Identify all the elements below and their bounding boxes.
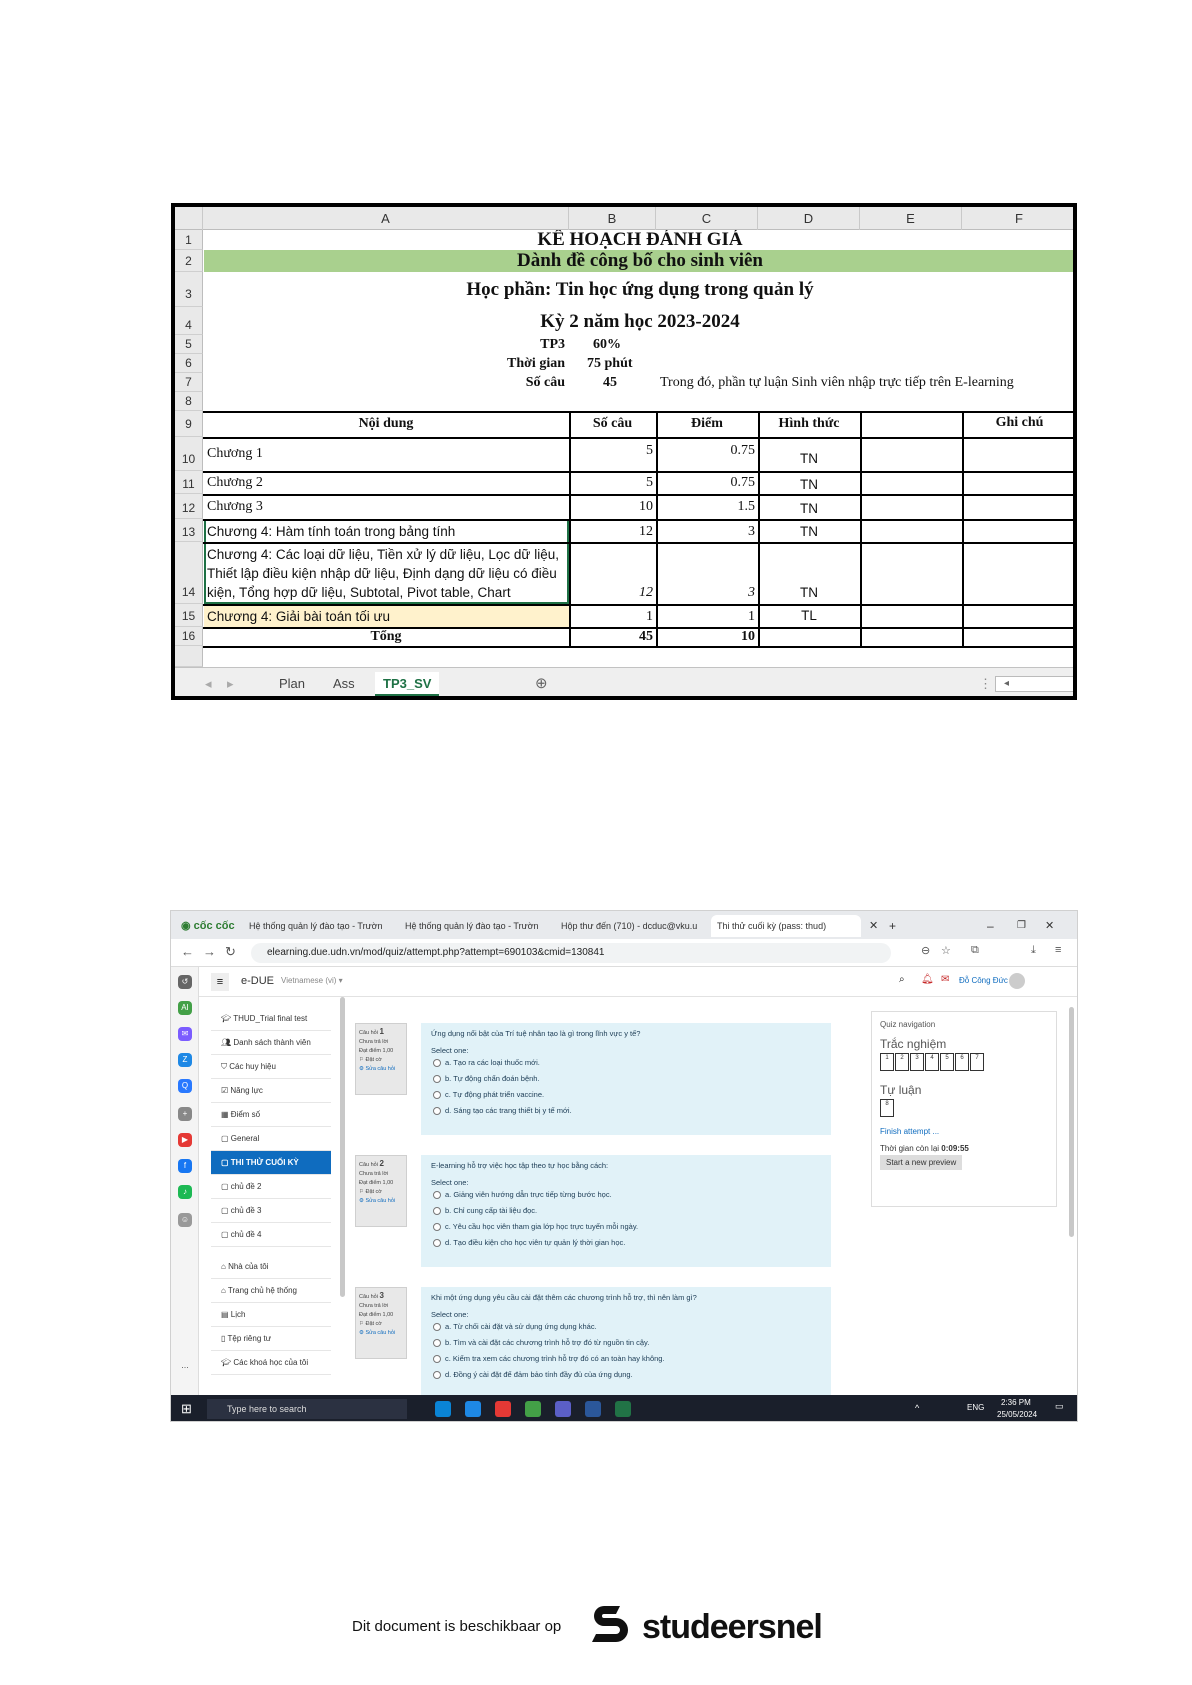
address-bar-row: [171, 939, 1077, 967]
row-header[interactable]: 12: [175, 494, 203, 519]
close-window-icon[interactable]: ✕: [1045, 920, 1055, 932]
column-header-e[interactable]: E: [860, 207, 962, 230]
grid-line: [203, 411, 1077, 413]
sidebar-item-calendar[interactable]: [211, 1303, 331, 1327]
meta-label[interactable]: TP3: [540, 337, 565, 352]
question-body: [421, 1155, 831, 1267]
row-header[interactable]: 16: [175, 627, 203, 646]
gear-icon: ⚙: [359, 1330, 366, 1336]
hamburger-icon[interactable]: ≡: [211, 973, 229, 991]
select-one-label: Select one:: [431, 1178, 469, 1187]
row-score[interactable]: 0.75: [730, 475, 755, 490]
sheet-tab-ass[interactable]: Ass: [333, 676, 355, 691]
row-form[interactable]: TN: [800, 585, 818, 600]
meta-label[interactable]: Thời gian: [507, 356, 565, 371]
sidebar-item-private-files[interactable]: [211, 1327, 331, 1351]
extensions-icon[interactable]: ⧉: [971, 944, 979, 956]
row-score[interactable]: 3: [748, 524, 755, 539]
forward-icon[interactable]: →: [203, 944, 216, 959]
flag-icon: ⚐: [359, 1321, 366, 1327]
grid-line: [962, 411, 964, 646]
browser-tab-active[interactable]: Thi thử cuối kỳ (pass: thud): [711, 915, 861, 937]
ai-icon[interactable]: AI: [178, 1001, 192, 1015]
total-score[interactable]: 10: [741, 629, 755, 644]
sidebar-label: chủ đề 2: [230, 1182, 262, 1191]
header-form[interactable]: Hình thức: [778, 416, 840, 431]
folder-icon: ▢: [221, 1158, 231, 1167]
flag-question[interactable]: [359, 1056, 403, 1065]
footer-text: Dit document is beschikbaar op: [352, 1618, 562, 1635]
minimize-icon[interactable]: –: [987, 919, 994, 933]
edit-label: Sửa câu hỏi: [365, 1066, 396, 1072]
horizontal-scrollbar[interactable]: ◂: [995, 676, 1077, 692]
question-points: Đạt điểm 1,00: [359, 1180, 394, 1186]
column-header-bar: [175, 207, 1073, 230]
table-icon: ▦: [221, 1110, 231, 1119]
sheet-subtitle[interactable]: Dành đề công bố cho sinh viên: [516, 250, 763, 271]
edit-question[interactable]: [359, 1329, 403, 1338]
grid-line: [656, 411, 658, 646]
sheet-tab-tp3-sv[interactable]: TP3_SV: [375, 672, 439, 696]
sidebar-label: Điểm số: [230, 1110, 261, 1119]
row-header[interactable]: 5: [175, 335, 203, 354]
home-icon: ⌂: [221, 1286, 228, 1295]
url-input[interactable]: elearning.due.udn.vn/mod/quiz/attempt.php?attempt=690103&cmid=130841: [251, 943, 891, 963]
sidebar-item-site-home[interactable]: [211, 1279, 331, 1303]
messages-icon[interactable]: ✉: [941, 974, 950, 985]
folder-icon: ▢: [221, 1230, 231, 1239]
spotify-icon[interactable]: ♪: [178, 1185, 192, 1199]
answer-option[interactable]: b. Chỉ cung cấp tài liệu đọc.: [431, 1203, 821, 1219]
question-info: [355, 1287, 407, 1359]
quiz-nav-button[interactable]: 7: [970, 1053, 984, 1071]
avatar-icon[interactable]: ☺: [178, 1213, 192, 1227]
select-one-label: Select one:: [431, 1310, 469, 1319]
time-remaining: [880, 1144, 1048, 1153]
answer-option[interactable]: c. Tự động phát triển vaccine.: [431, 1087, 821, 1103]
sidebar-label: General: [230, 1134, 260, 1143]
row-form[interactable]: TN: [800, 451, 818, 466]
question-info: [355, 1155, 407, 1227]
column-header-c[interactable]: C: [656, 207, 758, 230]
browser-logo-text: cốc cốc: [193, 920, 235, 932]
row-header[interactable]: 14: [175, 542, 203, 604]
edit-label: Sửa câu hỏi: [365, 1330, 396, 1336]
excel-icon[interactable]: [615, 1401, 631, 1417]
question-status: Chưa trả lời: [359, 1303, 389, 1309]
studeersnel-logo-icon: [586, 1600, 634, 1648]
question-body: [421, 1287, 831, 1395]
language-select[interactable]: Vietnamese (vi) ▾: [281, 976, 343, 985]
quiz-nav-button[interactable]: 4: [925, 1053, 939, 1071]
row-content[interactable]: Chương 2: [207, 475, 263, 490]
sidebar-label: THUD_Trial final test: [233, 1014, 308, 1023]
quiz-nav-button[interactable]: 8: [880, 1099, 894, 1117]
browser-side-panel: [171, 967, 199, 1395]
row-count[interactable]: 10: [639, 499, 653, 514]
notification-center-icon[interactable]: ▭: [1055, 1401, 1064, 1411]
file-icon: ▯: [221, 1334, 228, 1343]
zalo-taskbar-icon[interactable]: [465, 1401, 481, 1417]
meta-value[interactable]: 75 phút: [587, 356, 633, 371]
back-icon[interactable]: ←: [181, 944, 194, 959]
system-tray-icon[interactable]: ^: [915, 1403, 920, 1413]
add-panel-icon[interactable]: +: [178, 1107, 192, 1121]
row-content-line[interactable]: kiện, Tổng hợp dữ liệu, Subtotal, Pivot table, Chart: [207, 585, 511, 600]
question-status: Chưa trả lời: [359, 1039, 389, 1045]
quiz-nav-button[interactable]: 1: [880, 1053, 894, 1071]
total-label[interactable]: Tổng: [370, 629, 402, 644]
zoom-icon[interactable]: ⊖: [921, 945, 931, 957]
sheet-course[interactable]: Học phần: Tin học ứng dụng trong quản lý: [466, 279, 814, 300]
finish-attempt-link[interactable]: Finish attempt ...: [880, 1127, 940, 1136]
browser-tab[interactable]: Hộp thư đến (710) - dcduc@vku.u: [561, 921, 698, 931]
header-note[interactable]: Ghi chú: [995, 415, 1044, 430]
row-header-empty: [175, 646, 203, 667]
close-tab-icon[interactable]: ✕: [869, 920, 879, 932]
course-icon: 🎓︎: [221, 1358, 234, 1367]
header-count[interactable]: Số câu: [592, 416, 633, 431]
meta-value[interactable]: 45: [603, 375, 617, 390]
grid-line: [860, 411, 862, 646]
reload-icon[interactable]: ↻: [225, 944, 236, 959]
coccoc-taskbar-icon[interactable]: [525, 1401, 541, 1417]
edge-icon[interactable]: [435, 1401, 451, 1417]
quiz-nav-button[interactable]: 6: [955, 1053, 969, 1071]
sidebar-label: Tệp riêng tư: [227, 1334, 272, 1343]
avatar[interactable]: [1009, 973, 1025, 989]
question-1: [355, 1023, 815, 1135]
calendar-icon: ▤: [221, 1310, 231, 1319]
splitter-icon[interactable]: ⋮: [979, 676, 992, 691]
sidebar-label: Lịch: [230, 1310, 246, 1319]
excel-screenshot: [171, 203, 1077, 700]
row-count[interactable]: 12: [639, 524, 653, 539]
sidebar-label: chủ đề 3: [230, 1206, 262, 1215]
answer-option[interactable]: d. Đồng ý cài đặt để đảm bảo tính đầy đủ của ứng dụng.: [431, 1367, 821, 1383]
question-2: [355, 1155, 815, 1267]
facebook-icon[interactable]: f: [178, 1159, 192, 1173]
header-score[interactable]: Điểm: [691, 416, 723, 431]
site-header: [199, 967, 1078, 997]
answer-option[interactable]: d. Tạo điều kiện cho học viên tự quản lý thời gian học.: [431, 1235, 821, 1251]
sidebar-label: Năng lực: [230, 1086, 263, 1095]
word-icon[interactable]: [585, 1401, 601, 1417]
answer-option[interactable]: d. Sáng tạo các trang thiết bị y tế mới.: [431, 1103, 821, 1119]
chrome-icon[interactable]: [495, 1401, 511, 1417]
row-count[interactable]: 5: [646, 475, 653, 490]
quiz-navigation: [871, 1011, 1057, 1207]
row-score[interactable]: 3: [748, 585, 755, 600]
row-form[interactable]: TN: [800, 477, 818, 492]
quiz-nav-title: Quiz navigation: [880, 1020, 936, 1029]
grid-line: [1076, 411, 1077, 646]
sidebar-label: Trang chủ hệ thống: [227, 1286, 298, 1295]
row-header[interactable]: 11: [175, 471, 203, 494]
sidebar-item-dashboard[interactable]: [211, 1255, 331, 1279]
grid-line: [758, 411, 760, 646]
sidebar-item-competencies[interactable]: [211, 1079, 331, 1103]
footer: [352, 1600, 852, 1660]
total-count[interactable]: 45: [639, 629, 653, 644]
row-header[interactable]: 3: [175, 272, 203, 307]
folder-icon: ▢: [221, 1206, 231, 1215]
sidebar-item-general[interactable]: [211, 1127, 331, 1151]
select-one-label: Select one:: [431, 1046, 469, 1055]
course-sidebar: [211, 1007, 331, 1387]
grid-line: [203, 519, 1077, 521]
sheet-tab-bar: [175, 667, 1073, 700]
messenger-icon[interactable]: ✉: [178, 1027, 192, 1041]
row-score[interactable]: 1.5: [737, 499, 755, 514]
search-icon[interactable]: ⌕: [899, 974, 905, 985]
question-number: [359, 1027, 403, 1038]
question-text: E-learning hỗ trợ việc học tập theo tự học bằng cách:: [431, 1161, 609, 1170]
answer-option[interactable]: b. Tự động chẩn đoán bệnh.: [431, 1071, 821, 1087]
language-indicator[interactable]: ENG: [967, 1403, 985, 1412]
row-header[interactable]: 6: [175, 354, 203, 373]
question-nav-buttons: [880, 1053, 1048, 1071]
course-icon: 🎓︎: [221, 1014, 234, 1023]
taskbar-search[interactable]: Type here to search: [207, 1399, 407, 1419]
sheet-term[interactable]: Kỳ 2 năm học 2023-2024: [540, 311, 740, 332]
download-icon[interactable]: ⤓: [1031, 944, 1036, 956]
row-count[interactable]: 12: [639, 585, 653, 600]
question-num: 2: [379, 1159, 384, 1168]
question-points: Đạt điểm 1,00: [359, 1312, 394, 1318]
question-3: [355, 1287, 815, 1395]
answer-option[interactable]: b. Tìm và cài đặt các chương trình hỗ trợ đó từ nguồn tin cậy.: [431, 1335, 821, 1351]
question-number: [359, 1159, 403, 1170]
row-score[interactable]: 0.75: [730, 443, 755, 458]
grid-line: [203, 542, 1077, 544]
row-content[interactable]: Chương 4: Giải bài toán tối ưu: [207, 609, 391, 624]
teams-icon[interactable]: [555, 1401, 571, 1417]
folder-icon: ▢: [221, 1134, 231, 1143]
start-new-preview-button[interactable]: Start a new preview: [880, 1155, 962, 1170]
row-content-line[interactable]: Thiết lập điều kiện nhập dữ liệu, Định dạng dữ liệu có điều: [207, 566, 557, 581]
sidebar-label: Danh sách thành viên: [233, 1038, 311, 1047]
question-label: Câu hỏi: [359, 1030, 378, 1036]
flag-question[interactable]: [359, 1188, 403, 1197]
question-text: Ứng dụng nổi bật của Trí tuệ nhân tạo là gì trong lĩnh vực y tế?: [431, 1029, 641, 1038]
browser-tab[interactable]: Hệ thống quản lý đào tạo - Trườn: [249, 921, 383, 931]
q-icon[interactable]: Q: [178, 1079, 192, 1093]
tab-scroll-left-icon[interactable]: ◂: [205, 676, 212, 691]
row-count[interactable]: 1: [646, 609, 653, 624]
row-count[interactable]: 5: [646, 443, 653, 458]
answer-option[interactable]: a. Tạo ra các loại thuốc mới.: [431, 1055, 821, 1071]
users-icon: 👥︎: [221, 1038, 234, 1047]
notification-icon[interactable]: 🔔︎: [921, 974, 934, 985]
meta-value[interactable]: 60%: [593, 337, 621, 352]
question-points: Đạt điểm 1,00: [359, 1048, 394, 1054]
row-header[interactable]: 2: [175, 250, 203, 272]
sidebar-item-topic-4[interactable]: [211, 1223, 331, 1247]
meta-label[interactable]: Số câu: [525, 375, 565, 390]
zalo-icon[interactable]: Z: [178, 1053, 192, 1067]
grid-line: [203, 494, 1077, 496]
sidebar-item-course[interactable]: [211, 1007, 331, 1031]
dashboard-icon: ⌂: [221, 1262, 229, 1271]
flag-label: Đặt cờ: [365, 1057, 382, 1063]
question-num: 1: [379, 1027, 384, 1036]
windows-taskbar: [171, 1395, 1077, 1422]
grid-line: [203, 471, 1077, 473]
sheet-tab-plan[interactable]: Plan: [279, 676, 306, 691]
browser-tab-strip: [171, 911, 1077, 939]
sidebar-item-topic-3[interactable]: [211, 1199, 331, 1223]
row-header[interactable]: 1: [175, 230, 203, 250]
sidebar-item-my-courses[interactable]: [211, 1351, 331, 1375]
browser-logo: [175, 915, 235, 937]
flag-label: Đặt cờ: [365, 1321, 382, 1327]
sheet-title[interactable]: KẾ HOẠCH ĐÁNH GIÁ: [537, 230, 743, 250]
column-header-a[interactable]: A: [203, 207, 569, 230]
browser-screenshot: [170, 910, 1078, 1422]
sidebar-gap: [211, 1247, 331, 1255]
sidebar-item-badges[interactable]: [211, 1055, 331, 1079]
flag-label: Đặt cờ: [365, 1189, 382, 1195]
grid-line: [203, 646, 1077, 648]
sidebar-label: Nhà của tôi: [228, 1262, 269, 1271]
row-score[interactable]: 1: [748, 609, 755, 624]
grid-line: [203, 627, 1077, 629]
sidebar-scrollbar[interactable]: [340, 997, 345, 1297]
answer-option[interactable]: a. Giảng viên hướng dẫn trực tiếp từng bước học.: [431, 1187, 821, 1203]
header-content[interactable]: Nội dung: [358, 416, 414, 431]
more-icon[interactable]: …: [181, 1361, 189, 1370]
row-form[interactable]: TN: [800, 524, 818, 539]
sidebar-label: Các huy hiệu: [229, 1062, 276, 1071]
sidebar-label: chủ đề 4: [230, 1230, 262, 1239]
row-header[interactable]: 4: [175, 307, 203, 335]
row-header[interactable]: 8: [175, 392, 203, 411]
quiz-nav-button[interactable]: 5: [940, 1053, 954, 1071]
column-header-b[interactable]: B: [569, 207, 656, 230]
history-icon[interactable]: ↺: [178, 975, 192, 989]
time-label: Thời gian còn lại: [880, 1144, 940, 1153]
clock-time[interactable]: 2:36 PM: [1001, 1398, 1031, 1407]
question-label: Câu hỏi: [359, 1162, 378, 1168]
menu-icon[interactable]: ≡: [1055, 944, 1062, 956]
time-value: 0:09:55: [941, 1144, 969, 1153]
sidebar-item-final-exam[interactable]: [211, 1151, 331, 1175]
windows-start-icon[interactable]: ⊞: [181, 1401, 192, 1416]
row-content[interactable]: Chương 4: Hàm tính toán trong bảng tính: [207, 524, 456, 539]
sidebar-label: THI THỬ CUỐI KỲ: [230, 1158, 299, 1167]
new-tab-icon[interactable]: +: [889, 919, 897, 933]
flag-icon: ⚐: [359, 1057, 366, 1063]
question-num: 3: [379, 1291, 384, 1300]
question-label: Câu hỏi: [359, 1294, 378, 1300]
grid-line: [203, 604, 1077, 606]
select-all-corner[interactable]: [175, 207, 203, 230]
maximize-icon[interactable]: ❐: [1017, 920, 1026, 931]
row-header[interactable]: 10: [175, 437, 203, 471]
meta-note[interactable]: Trong đó, phần tự luận Sinh viên nhập trực tiếp trên E-learning: [660, 375, 1014, 390]
bookmark-star-icon[interactable]: ☆: [941, 945, 951, 957]
row-content[interactable]: Chương 3: [207, 499, 263, 514]
flag-icon: ⚐: [359, 1189, 366, 1195]
edit-label: Sửa câu hỏi: [365, 1198, 396, 1204]
check-icon: ☑: [221, 1086, 231, 1095]
question-text: Khi một ứng dụng yêu cầu cài đặt thêm các chương trình hỗ trợ, thì nên làm gì?: [431, 1293, 697, 1302]
grid-line: [569, 411, 571, 646]
row-header[interactable]: 15: [175, 604, 203, 627]
row-header[interactable]: 7: [175, 373, 203, 392]
page-scrollbar[interactable]: [1069, 1007, 1074, 1237]
section-title: Tự luận: [880, 1083, 922, 1097]
question-status: Chưa trả lời: [359, 1171, 389, 1177]
column-header-d[interactable]: D: [758, 207, 860, 230]
brand-name[interactable]: studeersnel: [642, 1608, 822, 1646]
tab-scroll-right-icon[interactable]: ▸: [227, 676, 234, 691]
question-info: [355, 1023, 407, 1095]
gear-icon: ⚙: [359, 1066, 366, 1072]
question-body: [421, 1023, 831, 1135]
flag-question[interactable]: [359, 1320, 403, 1329]
shield-icon: ⛉: [221, 1062, 230, 1071]
grid-line: [203, 437, 1077, 439]
clock-date[interactable]: 25/05/2024: [997, 1410, 1038, 1419]
answer-option[interactable]: c. Yêu cầu học viên tham gia lớp học trực tuyến mỗi ngày.: [431, 1219, 821, 1235]
question-number: [359, 1291, 403, 1302]
sidebar-item-participants[interactable]: [211, 1031, 331, 1055]
answer-option[interactable]: a. Từ chối cài đặt và sử dụng ứng dụng khác.: [431, 1319, 821, 1335]
section-title: Trắc nghiệm: [880, 1037, 947, 1051]
gear-icon: ⚙: [359, 1198, 366, 1204]
quiz-nav-button[interactable]: 3: [910, 1053, 924, 1071]
edit-question[interactable]: [359, 1065, 403, 1074]
add-sheet-icon[interactable]: ⊕: [535, 675, 548, 692]
quiz-nav-button[interactable]: 2: [895, 1053, 909, 1071]
site-name[interactable]: e-DUE: [241, 975, 275, 987]
coccoc-icon: ◉: [181, 920, 194, 932]
edit-question[interactable]: [359, 1197, 403, 1206]
sidebar-item-grades[interactable]: [211, 1103, 331, 1127]
row-content-line[interactable]: Chương 4: Các loại dữ liệu, Tiền xử lý dữ liệu, Lọc dữ liệu,: [207, 547, 559, 562]
row-form[interactable]: TL: [801, 608, 817, 623]
browser-tab[interactable]: Hệ thống quản lý đào tạo - Trườn: [405, 921, 539, 931]
row-header[interactable]: 13: [175, 519, 203, 542]
youtube-icon[interactable]: ▶: [178, 1133, 192, 1147]
question-nav-buttons: [880, 1099, 1048, 1117]
row-header[interactable]: 9: [175, 411, 203, 437]
column-header-f[interactable]: F: [962, 207, 1077, 230]
row-form[interactable]: TN: [800, 501, 818, 516]
folder-icon: ▢: [221, 1182, 231, 1191]
user-name[interactable]: Đỗ Công Đức: [959, 976, 1008, 985]
answer-option[interactable]: c. Kiểm tra xem các chương trình hỗ trợ đó có an toàn hay không.: [431, 1351, 821, 1367]
sidebar-item-topic-2[interactable]: [211, 1175, 331, 1199]
row-content[interactable]: Chương 1: [207, 446, 263, 461]
sidebar-label: Các khoá học của tôi: [233, 1358, 309, 1367]
